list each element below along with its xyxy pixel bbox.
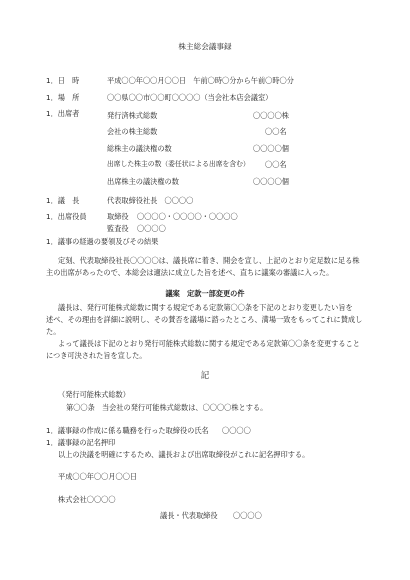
attendee-row-value: 〇〇〇〇株	[253, 111, 289, 120]
creator-label: 1．議事録の作成に係る職務を行った取締役の氏名	[46, 426, 209, 435]
document-title: 株主総会議事録	[178, 42, 232, 51]
attendee-row-label: 会社の株主総数	[107, 127, 158, 136]
attendee-row-value: 〇〇名	[265, 127, 287, 136]
seal-text: 以上の決議を明確にするため、議長および出席取締役がこれに記名押印する。	[58, 450, 310, 459]
attendees-label: 1．出席者	[46, 109, 80, 118]
creator-value: 〇〇〇〇	[222, 426, 251, 435]
intro-line: 定刻、代表取締役社長〇〇〇〇は、議長席に着き、開会を宣し、上記のとおり定足数に足る株	[58, 256, 360, 265]
place-value: 〇〇県〇〇市〇〇町〇〇〇〇（当会社本店会議室）	[107, 93, 273, 102]
auditor-label: 監査役	[107, 224, 129, 233]
directors-names: 〇〇〇〇・〇〇〇〇・〇〇〇〇	[137, 212, 238, 221]
signature-value: 〇〇〇〇	[233, 511, 262, 520]
article-caption: （発行可能株式総数）	[58, 390, 130, 399]
datetime-value: 平成〇〇年〇〇月〇〇日 午前〇時〇分から午前〇時〇分	[107, 76, 294, 85]
chair-value: 代表取締役社長 〇〇〇〇	[107, 196, 194, 205]
attendee-row-value: 〇〇〇〇個	[253, 177, 289, 186]
company-name: 株式会社〇〇〇〇	[58, 495, 116, 504]
attendee-row-label: 発行済株式総数	[107, 111, 158, 120]
directors-label: 取締役	[107, 212, 129, 221]
intro-line: 主の出席があったので、本総会は適法に成立した旨を述べ、直ちに議案の審議に入った。	[46, 268, 334, 277]
document-date: 平成〇〇年〇〇月〇〇日	[58, 472, 138, 481]
agenda-body-line: よって議長は下記のとおり発行可能株式総数に関する規定である定款第〇〇条を変更すること	[58, 339, 360, 348]
attendee-row-label: 総株主の議決権の数	[107, 144, 172, 153]
article-text: 第〇〇条 当会社の発行可能株式総数は、〇〇〇〇株とする。	[66, 403, 268, 412]
signature-label: 議長・代表取締役	[160, 511, 218, 520]
agenda-body-line: 議長は、発行可能株式総数に関する規定である定款第〇〇条を下記のとおり変更したい旨を	[58, 303, 353, 312]
proceedings-heading: 1．議事の経過の要領及びその結果	[46, 237, 159, 246]
datetime-label: 1．日 時	[46, 76, 80, 85]
chair-label: 1．議 長	[46, 196, 80, 205]
attendee-row-label: 出席した株主の数（委任状による出席を含む）	[107, 160, 250, 168]
agenda-title: 議案 定款一部変更の件	[165, 289, 245, 298]
officers-label: 1．出席役員	[46, 212, 87, 221]
agenda-body-line: 述べ、その理由を詳細に説明し、その賛否を議場に諮ったところ、満場一致をもってこれに賛成し	[46, 315, 363, 324]
agenda-body-line: につき可決された旨を宣した。	[46, 351, 147, 360]
attendee-row-label: 出席株主の議決権の数	[107, 177, 179, 186]
seal-heading: 1．議事録の記名押印	[46, 438, 116, 447]
ki-heading: 記	[200, 371, 210, 381]
attendee-row-value: 〇〇名	[265, 160, 287, 169]
agenda-body-line: た。	[46, 327, 61, 336]
auditor-name: 〇〇〇〇	[137, 224, 166, 233]
attendee-row-value: 〇〇〇〇個	[253, 144, 289, 153]
place-label: 1．場 所	[46, 93, 80, 102]
